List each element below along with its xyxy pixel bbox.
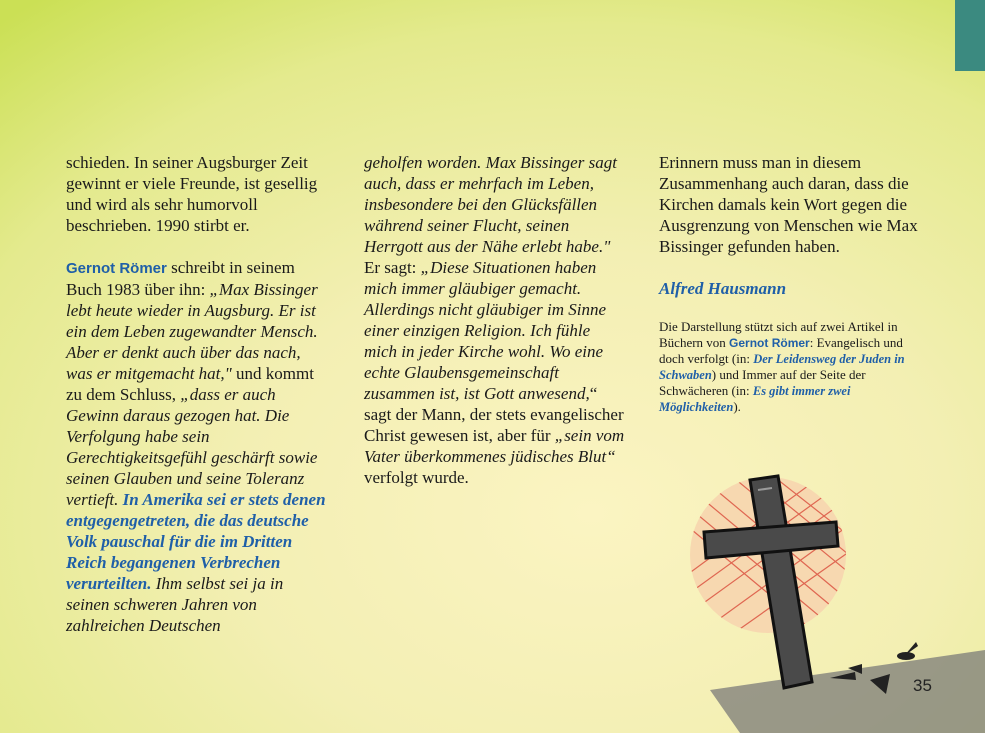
paragraph-roemer-quote — [66, 257, 328, 636]
text-segment: “ sagt der Mann, der stets evangelischer Christ gewesen ist, aber für — [364, 384, 624, 445]
text-segment: schreibt in seinem Buch 1983 über ihn: — [66, 258, 295, 299]
text-segment: und kommt zu dem Schluss, — [66, 364, 314, 404]
article-author: Alfred Hausmann — [659, 279, 787, 298]
column-middle — [364, 152, 626, 488]
cross-shadow — [710, 650, 985, 733]
cross-illustration — [680, 450, 985, 733]
highlighted-quote: In Amerika sei er stets denen entgegengetreten, die das deutsche Volk pauschal für die im Dritten Reich begangenen Verbrechen verurteilten. — [66, 490, 326, 593]
text-segment: ) und Immer auf der Seite der Schwächeren (in: — [659, 367, 866, 398]
source-note — [659, 319, 921, 415]
quote-segment: geholfen worden. Max Bissinger sagt auch, dass er mehrfach im Leben, insbesondere bei den Glücksfällen während seiner Flucht, seinen Herrgott aus der Nähe erlebt habe." — [364, 153, 617, 256]
paragraph-churches: Erinnern muss man in diesem Zusammenhang auch daran, dass die Kirchen damals kein Wort gegen die Ausgrenzung von Menschen wie Max Bissinger gefunden haben. — [659, 153, 918, 256]
author-name: Gernot Römer — [729, 336, 810, 350]
text-segment: verfolgt wurde. — [364, 468, 469, 487]
text-segment: Die Darstellung stützt sich auf zwei Artikel in Büchern von — [659, 319, 898, 350]
quote-segment: „dass er auch Gewinn daraus gezogen hat. Die Verfolgung habe sein Gerechtigkeitsgefühl geschärft sowie seinen Glauben und seine Toleranz vertieft. — [66, 385, 318, 509]
column-right — [659, 152, 921, 415]
quote-segment: „Diese Situationen haben mich immer gläubiger gemacht. Allerdings nicht gläubiger im Sinne einer einzigen Religion. Ich fühle mich in jeder Kirche wohl. Wo eine echte Glaubensgemeinschaft zusammen ist, ist Gott anwesend, — [364, 258, 607, 403]
page-number: 35 — [913, 676, 932, 695]
quote-segment: Ihm selbst sei ja in seinen schweren Jahren von zahlreichen Deutschen — [66, 574, 284, 635]
quote-segment: „sein vom Vater überkommenes jüdisches Blut“ — [364, 426, 625, 466]
author-name: Gernot Römer — [66, 260, 167, 277]
quote-segment: „Max Bissinger lebt heute wieder in Augsburg. Er ist ein dem Leben zugewandter Mensch. Aber er denkt auch über das nach, was er mitgemacht hat," — [66, 280, 318, 383]
column-left — [66, 152, 328, 636]
text-segment: Er sagt: — [364, 258, 421, 277]
text-segment: ). — [733, 399, 741, 414]
book-title: Es gibt immer zwei Möglichkeiten — [659, 384, 851, 414]
paragraph-continued — [364, 152, 626, 488]
book-title: Der Leidensweg der Juden in Schwaben — [659, 352, 905, 382]
corner-tab — [955, 0, 985, 71]
paragraph-intro: schieden. In seiner Augsburger Zeit gewinnt er viele Freunde, ist gesellig und wird als sehr humorvoll beschrieben. 1990 stirbt er. — [66, 153, 318, 235]
text-segment: : Evangelisch und doch verfolgt (in: — [659, 335, 903, 366]
